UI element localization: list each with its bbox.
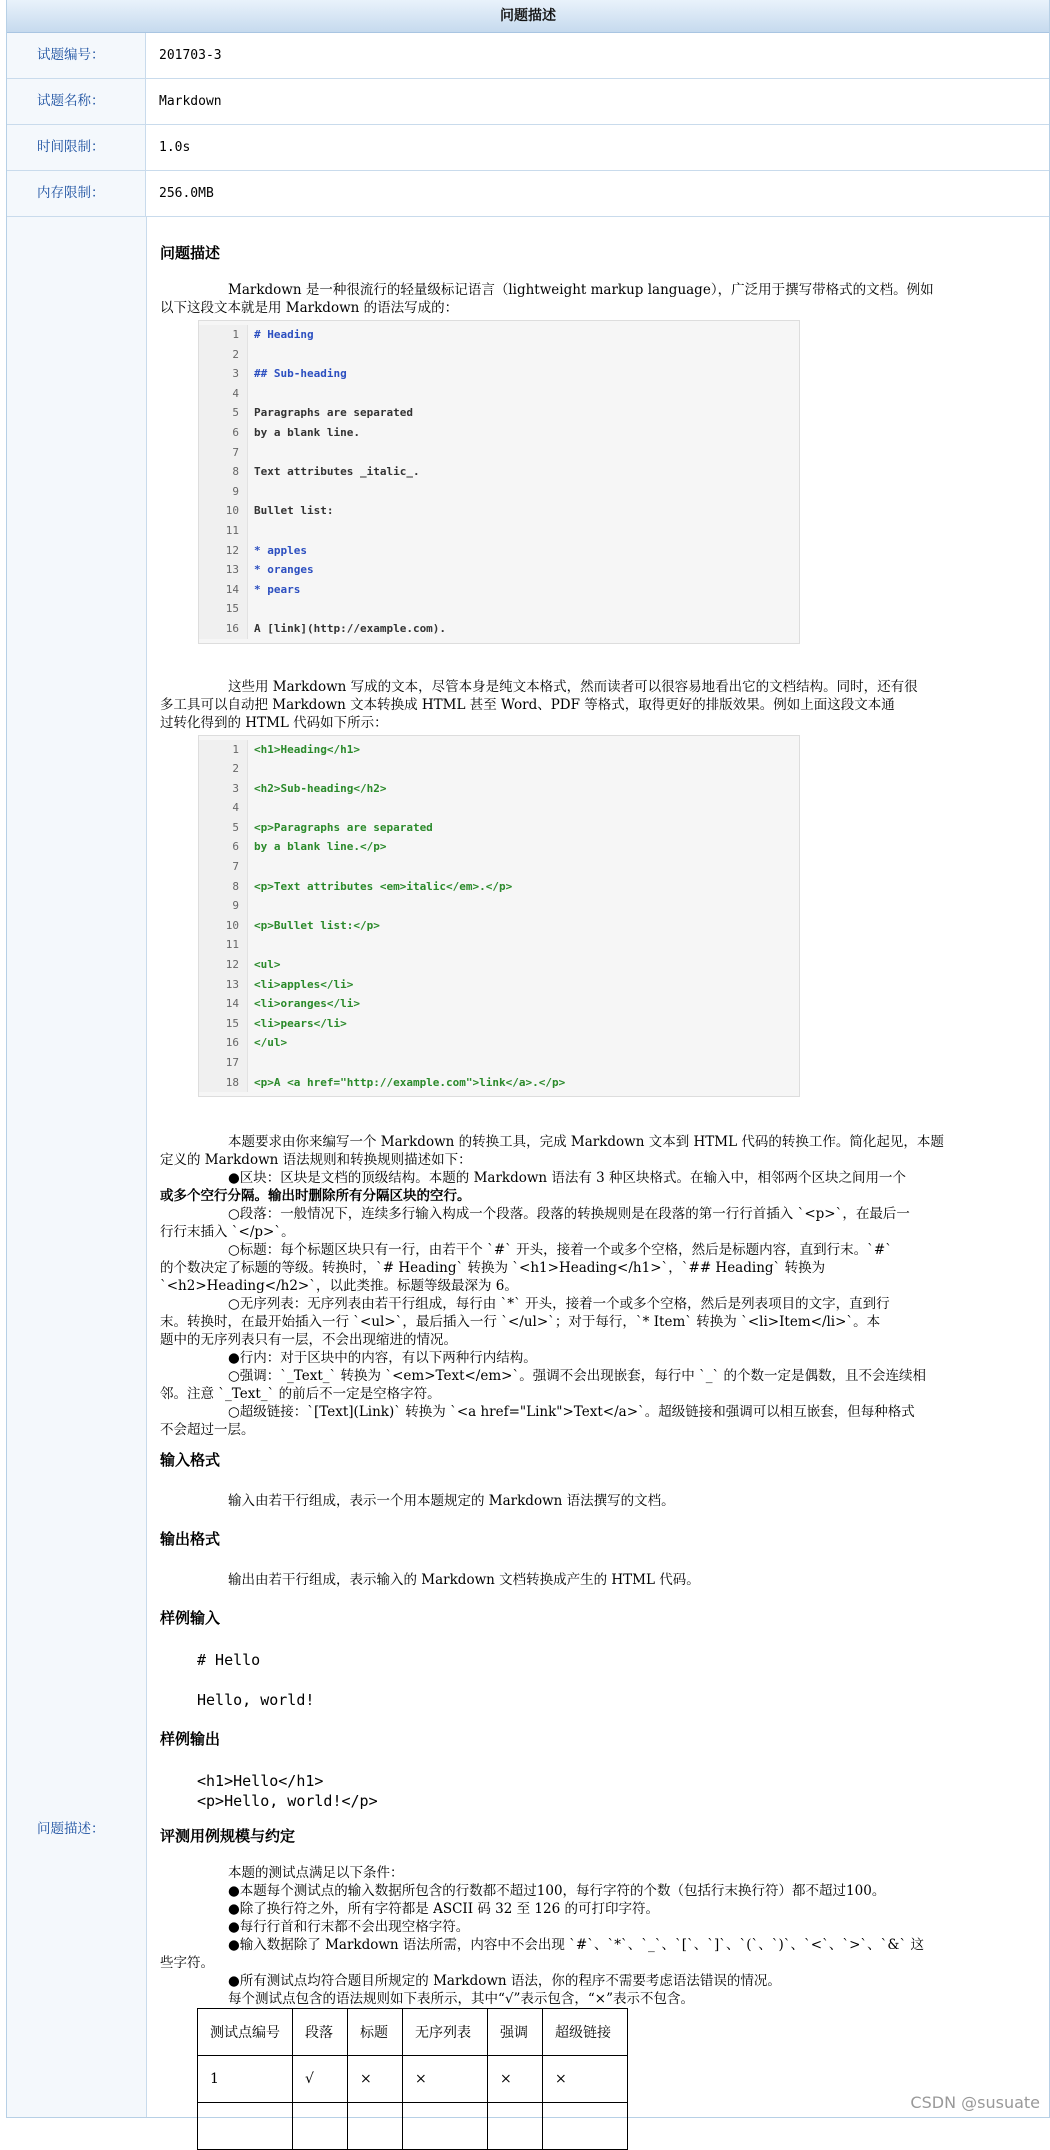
- table-header-cell: 超级链接: [543, 2009, 628, 2056]
- scale-list: [160, 1864, 1031, 2008]
- table-cell: 1: [198, 2056, 293, 2103]
- code-line: 13 <li>apples</li>: [199, 975, 799, 995]
- code-line: 14 <li>oranges</li>: [199, 994, 799, 1014]
- panel-title: 问题描述: [7, 0, 1049, 33]
- section-heading: 样例输入: [160, 1609, 221, 1628]
- table-cell: √: [293, 2056, 348, 2103]
- code-line: 4: [199, 384, 799, 404]
- section-heading: 问题描述: [160, 244, 221, 262]
- section-heading: 评测用例规模与约定: [160, 1827, 296, 1846]
- table-cell: ×: [348, 2056, 403, 2103]
- code-line: 9: [199, 896, 799, 916]
- code-line: 16 A [link](http://example.com).: [199, 619, 799, 639]
- scale-line: ●本题每个测试点的输入数据所包含的行数都不超过100，每行字符的个数（包括行末换行符）都不超过100。: [228, 1883, 886, 1900]
- description-body: [147, 217, 1049, 2117]
- meta-value: Markdown: [159, 94, 222, 109]
- code-line: 7: [199, 443, 799, 463]
- table-header-cell: 段落: [293, 2009, 348, 2056]
- code-line: 3 <h2>Sub-heading</h2>: [199, 779, 799, 799]
- meta-row-time: [7, 125, 1049, 171]
- meta-key: 试题名称：: [7, 79, 146, 124]
- rule-line: 邻。注意 `_Text_` 的前后不一定是空格字符。: [160, 1386, 441, 1403]
- scale-line: ●所有测试点均符合题目所规定的 Markdown 语法，你的程序不需要考虑语法错误的情况。: [228, 1973, 781, 1990]
- code-line: 9: [199, 482, 799, 502]
- meta-key: 内存限制：: [7, 171, 146, 216]
- table-cell: ×: [543, 2056, 628, 2103]
- meta-row-memory: [7, 171, 1049, 217]
- code-line: 15: [199, 599, 799, 619]
- code-line: 17: [199, 1053, 799, 1073]
- paragraph: 输出由若干行组成，表示输入的 Markdown 文档转换成产生的 HTML 代码。: [228, 1572, 700, 1589]
- watermark: CSDN @susuate: [910, 2093, 1040, 2112]
- code-line: 7: [199, 857, 799, 877]
- code-line: 1 <h1>Heading</h1>: [199, 740, 799, 760]
- paragraph: 输入由若干行组成，表示一个用本题规定的 Markdown 语法撰写的文档。: [228, 1493, 675, 1510]
- sample-output: <h1>Hello</h1> <p>Hello, world!</p>: [197, 1772, 378, 1811]
- code-line: 5 Paragraphs are separated: [199, 403, 799, 423]
- rule-line: ○标题：每个标题区块只有一行，由若干个 `#` 开头，接着一个或多个空格，然后是标题内容，直到行末。`#`: [228, 1242, 892, 1259]
- rule-line: 末。转换时，在最开始插入一行 `<ul>`，最后插入一行 `</ul>`；对于每行，`* Item` 转换为 `<li>Item</li>`。本: [160, 1314, 881, 1331]
- section-heading: 输出格式: [160, 1530, 221, 1549]
- code-line: 13 * oranges: [199, 560, 799, 580]
- scale-line: ●除了换行符之外，所有字符都是 ASCII 码 32 至 126 的可打印字符。: [228, 1901, 659, 1918]
- code-line: 8 Text attributes _italic_.: [199, 462, 799, 482]
- code-line: 11: [199, 521, 799, 541]
- rule-line: ○强调：`_Text_` 转换为 `<em>Text</em>`。强调不会出现嵌套，每行中 `_` 的个数一定是偶数，且不会连续相: [228, 1368, 927, 1385]
- description-row: [7, 217, 1049, 2117]
- scale-line: ●输入数据除了 Markdown 语法所需，内容中不会出现 `#`、`*`、`_`、`[`、`]`、`(`、`)`、`<`、`>`、`&` 这: [228, 1937, 924, 1954]
- code-line: 12 <ul>: [199, 955, 799, 975]
- meta-value: 201703-3: [159, 48, 222, 63]
- section-heading: 样例输出: [160, 1730, 221, 1749]
- paragraph: 这些用 Markdown 写成的文本，尽管本身是纯文本格式，然而读者可以很容易地看出它的文档结构。同时，还有很: [228, 678, 918, 695]
- code-line: 18 <p>A <a href="http://example.com">link</a>.</p>: [199, 1073, 799, 1093]
- meta-value: 1.0s: [159, 140, 191, 155]
- code-line: 2: [199, 345, 799, 365]
- code-line: 3 ## Sub-heading: [199, 364, 799, 384]
- paragraph: 多工具可以自动把 Markdown 文本转换成 HTML 甚至 Word、PDF 等格式，取得更好的排版效果。例如上面这段文本通: [160, 696, 895, 713]
- rule-line: 题中的无序列表只有一层，不会出现缩进的情况。: [160, 1332, 457, 1349]
- scale-line: 些字符。: [160, 1955, 214, 1972]
- rule-line: 或多个空行分隔。输出时删除所有分隔区块的空行。: [160, 1188, 471, 1205]
- rule-line: 不会超过一层。: [160, 1422, 255, 1439]
- rule-line: 行行末插入 `</p>`。: [160, 1224, 295, 1241]
- meta-value: 256.0MB: [159, 186, 214, 201]
- rule-line: ●区块：区块是文档的顶级结构。本题的 Markdown 语法有 3 种区块格式。在输入中，相邻两个区块之间用一个: [228, 1170, 907, 1187]
- rule-line: 定义的 Markdown 语法规则和转换规则描述如下：: [160, 1152, 472, 1169]
- code-line: 15 <li>pears</li>: [199, 1014, 799, 1034]
- code-line: 6 by a blank line.</p>: [199, 837, 799, 857]
- table-cell: ×: [488, 2056, 543, 2103]
- code-line: 5 <p>Paragraphs are separated: [199, 818, 799, 838]
- paragraph: 过转化得到的 HTML 代码如下所示：: [160, 714, 388, 731]
- code-line: 1 # Heading: [199, 325, 799, 345]
- table-cell: ×: [403, 2056, 488, 2103]
- scale-line: 每个测试点包含的语法规则如下表所示，其中“√”表示包含，“×”表示不包含。: [228, 1991, 695, 2008]
- rules-list: [160, 1133, 1031, 1439]
- code-line: 11: [199, 935, 799, 955]
- rule-line: `<h2>Heading</h2>`，以此类推。标题等级最深为 6。: [160, 1278, 518, 1295]
- problem-panel: [6, 0, 1050, 2118]
- table-header-cell: 强调: [488, 2009, 543, 2056]
- table-header-cell: 无序列表: [403, 2009, 488, 2056]
- scale-line: 本题的测试点满足以下条件：: [228, 1865, 404, 1882]
- rule-line: ○无序列表：无序列表由若干行组成，每行由 `*` 开头，接着一个或多个空格，然后是列表项目的文字，直到行: [228, 1296, 890, 1313]
- rule-line: ○段落：一般情况下，连续多行输入构成一个段落。段落的转换规则是在段落的第一行行首插入 `<p>`，在最后一: [228, 1206, 910, 1223]
- rule-line: ○超级链接：`[Text](Link)` 转换为 `<a href="Link">Text</a>`。超级链接和强调可以相互嵌套，但每种格式: [228, 1404, 915, 1421]
- rule-line: ●行内：对于区块中的内容，有以下两种行内结构。: [228, 1350, 537, 1367]
- code-line: 4: [199, 798, 799, 818]
- markdown-code-sample: [198, 320, 800, 644]
- meta-key: 试题编号：: [7, 33, 146, 78]
- meta-row-id: [7, 33, 1049, 79]
- test-case-table: [197, 2008, 628, 2150]
- html-code-sample: [198, 735, 800, 1098]
- code-line: 8 <p>Text attributes <em>italic</em>.</p>: [199, 877, 799, 897]
- meta-row-name: [7, 79, 1049, 125]
- table-header-cell: 测试点编号: [198, 2009, 293, 2056]
- rule-line: 的个数决定了标题的等级。转换时，`# Heading` 转换为 `<h1>Heading</h1>`，`## Heading` 转换为: [160, 1260, 826, 1277]
- meta-key: 时间限制：: [7, 125, 146, 170]
- section-heading: 输入格式: [160, 1451, 221, 1470]
- table-header-cell: 标题: [348, 2009, 403, 2056]
- code-line: 2: [199, 759, 799, 779]
- code-line: 10 Bullet list:: [199, 501, 799, 521]
- code-line: 6 by a blank line.: [199, 423, 799, 443]
- paragraph: Markdown 是一种很流行的轻量级标记语言（lightweight markup language），广泛用于撰写带格式的文档。例如: [228, 282, 934, 298]
- rule-line: 本题要求由你来编写一个 Markdown 的转换工具，完成 Markdown 文本到 HTML 代码的转换工作。简化起见，本题: [228, 1134, 944, 1151]
- scale-line: ●每行行首和行末都不会出现空格字符。: [228, 1919, 470, 1936]
- code-line: 12 * apples: [199, 541, 799, 561]
- code-line: 10 <p>Bullet list:</p>: [199, 916, 799, 936]
- paragraph: 以下这段文本就是用 Markdown 的语法写成的：: [160, 300, 459, 316]
- description-key: 问题描述：: [37, 1821, 105, 1837]
- sample-input: # Hello Hello, world!: [197, 1651, 315, 1710]
- code-line: 16 </ul>: [199, 1033, 799, 1053]
- code-line: 14 * pears: [199, 580, 799, 600]
